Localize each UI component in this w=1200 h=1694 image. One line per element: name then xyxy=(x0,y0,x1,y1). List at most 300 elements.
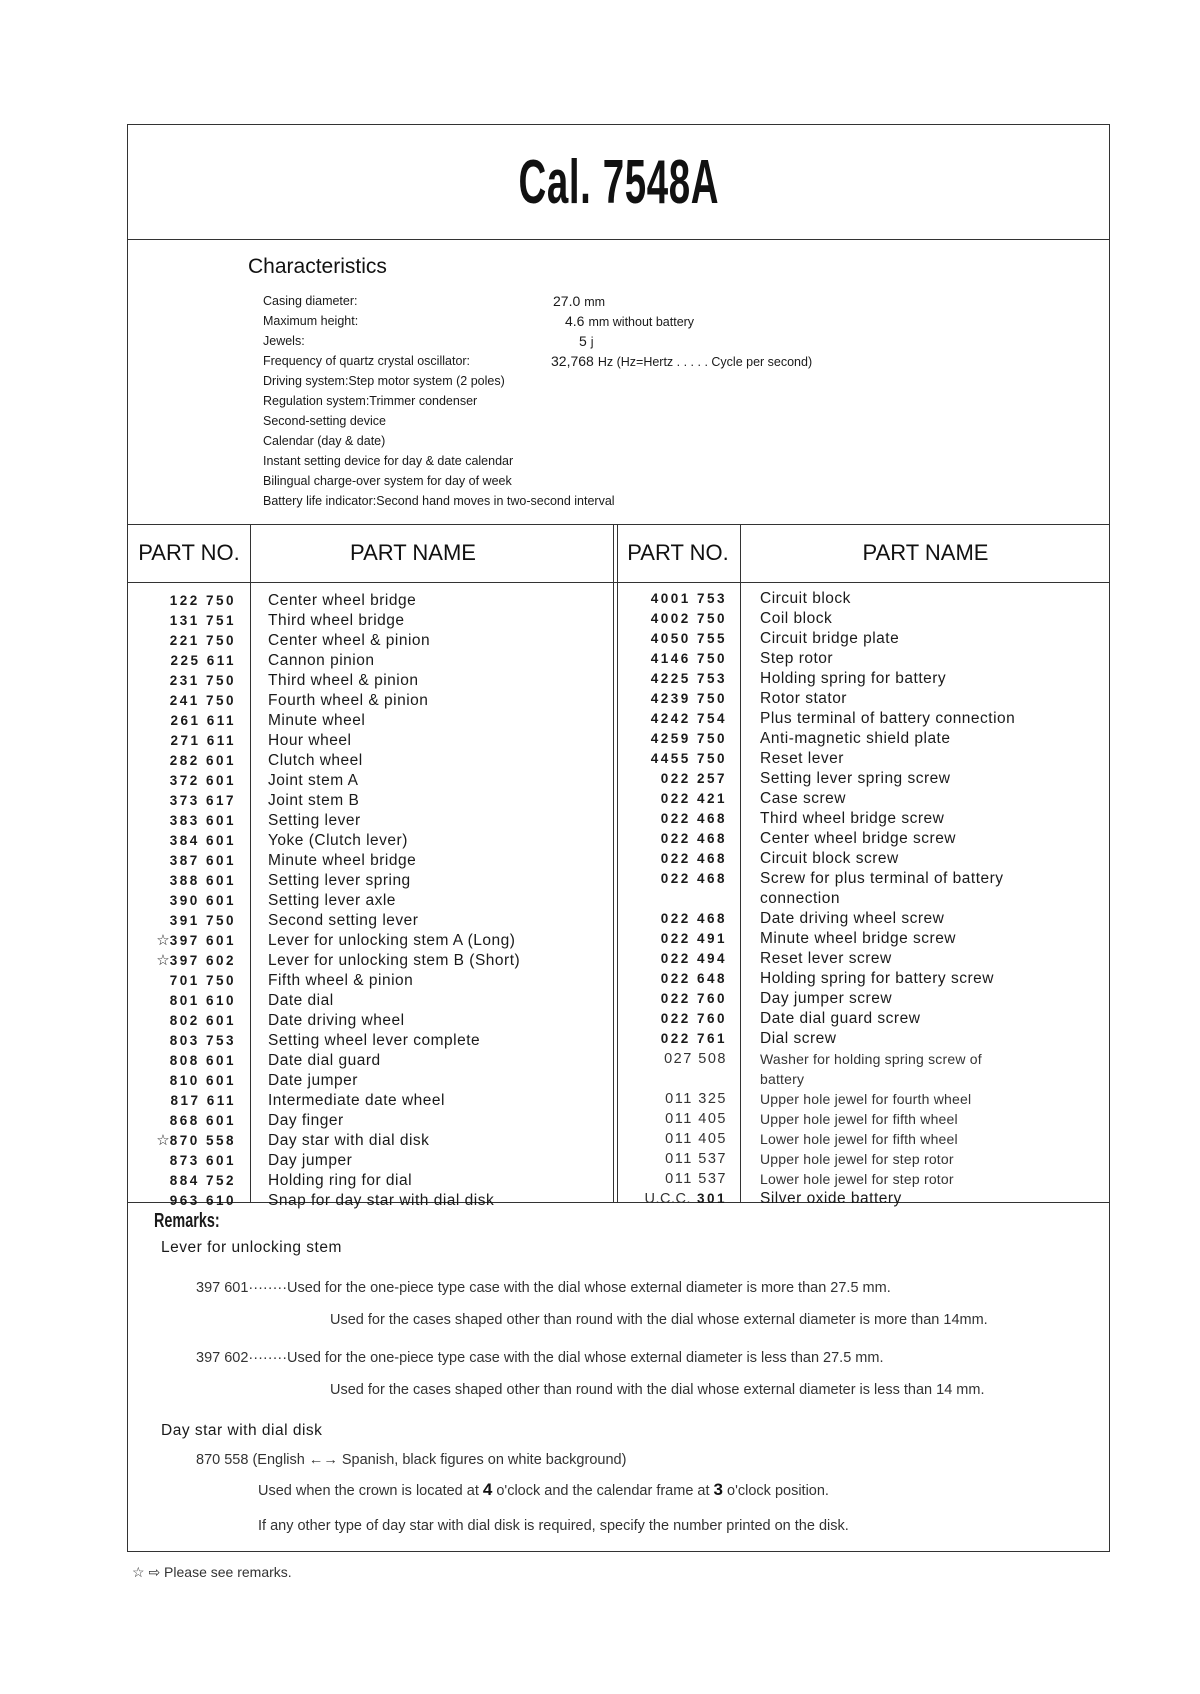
part-name: Holding spring for battery xyxy=(760,670,947,687)
part-number xyxy=(661,951,727,966)
part-name: Step rotor xyxy=(760,650,834,667)
part-number-cell xyxy=(617,589,727,609)
spec-unit: Hz (Hz=Hertz . . . . . Cycle per second) xyxy=(597,355,813,369)
part-number-cell xyxy=(128,811,236,831)
characteristics-heading: Characteristics xyxy=(248,255,387,278)
part-number-cell xyxy=(128,1171,236,1191)
part-name: Second setting lever xyxy=(268,912,419,929)
part-number-value: 022 468 xyxy=(660,811,727,826)
remark-part-number: 397 602 xyxy=(196,1350,249,1366)
feature-row: Second-setting device xyxy=(263,414,386,428)
part-number-cell xyxy=(128,711,236,731)
feature-row: Instant setting device for day & date calendar xyxy=(263,454,514,468)
part-number xyxy=(170,1153,236,1168)
part-number-value: 011 405 xyxy=(665,1111,727,1127)
part-number-cell xyxy=(617,929,727,949)
part-number-cell xyxy=(128,771,236,791)
part-name: Lower hole jewel for step rotor xyxy=(760,1171,954,1187)
part-number-value: 817 611 xyxy=(170,1093,236,1108)
part-number-cell xyxy=(128,1071,236,1091)
part-number-value: 022 494 xyxy=(660,951,727,966)
part-name: Date dial guard screw xyxy=(760,1010,921,1027)
part-number-value: 4050 755 xyxy=(650,631,727,646)
part-number xyxy=(661,791,727,806)
part-number-cell xyxy=(128,911,236,931)
part-number-cell xyxy=(617,669,727,689)
part-number-value: 271 611 xyxy=(170,733,236,748)
part-number-cell xyxy=(617,1129,727,1149)
part-name: Reset lever screw xyxy=(760,950,892,967)
part-number-cell xyxy=(617,1089,727,1109)
part-name: Washer for holding spring screw of xyxy=(760,1051,982,1067)
spec-label: Casing diameter: xyxy=(263,294,358,308)
part-number xyxy=(664,1051,727,1067)
part-number-cell xyxy=(128,1011,236,1031)
spec-unit: mm without battery xyxy=(588,315,695,329)
part-name: Cannon pinion xyxy=(268,652,375,669)
part-number xyxy=(651,591,727,606)
part-name: Screw for plus terminal of battery xyxy=(760,870,1004,887)
part-number xyxy=(661,811,727,826)
header-part-no-right: PART NO. xyxy=(627,540,729,565)
part-name: Minute wheel bridge screw xyxy=(760,930,957,947)
part-number-value: 397 602 xyxy=(169,953,236,968)
part-number xyxy=(170,753,236,768)
part-name: Lower hole jewel for fifth wheel xyxy=(760,1131,958,1147)
title-box xyxy=(128,125,1109,240)
part-number-cell xyxy=(128,891,236,911)
part-name: Holding ring for dial xyxy=(268,1172,413,1189)
part-number xyxy=(661,931,727,946)
part-name-continued: connection xyxy=(760,890,840,907)
part-number-value: 011 405 xyxy=(665,1131,727,1147)
part-number-cell xyxy=(128,951,236,971)
part-name: Center wheel & pinion xyxy=(268,632,431,649)
star-icon: ☆ xyxy=(156,932,170,949)
part-name: Center wheel bridge screw xyxy=(760,830,957,847)
part-name: Silver oxide battery xyxy=(760,1190,902,1207)
remark-text: o'clock position. xyxy=(723,1483,829,1499)
spec-value xyxy=(553,291,605,312)
part-name: Anti-magnetic shield plate xyxy=(760,730,951,747)
part-number-cell xyxy=(128,591,236,611)
part-name: Date driving wheel xyxy=(268,1012,405,1029)
part-number-value: 4239 750 xyxy=(650,691,727,706)
part-number-cell-empty xyxy=(617,1069,727,1089)
spec-value xyxy=(565,311,694,332)
part-number-value: 225 611 xyxy=(170,653,236,668)
part-number xyxy=(651,731,727,746)
spec-row xyxy=(263,331,615,351)
footnote: ☆ ⇨ Please see remarks. xyxy=(132,1564,292,1580)
part-number-value: 868 601 xyxy=(169,1113,236,1128)
part-name: Clutch wheel xyxy=(268,752,363,769)
spec-number: 4.6 xyxy=(565,313,585,329)
part-number-value: 022 761 xyxy=(660,1031,727,1046)
spec-row xyxy=(263,291,615,311)
part-number xyxy=(661,771,727,786)
part-number-value: 383 601 xyxy=(169,813,236,828)
feature-row: Driving system:Step motor system (2 poles) xyxy=(263,374,505,388)
remark-text: o'clock and the calendar frame at xyxy=(492,1483,714,1499)
remark-part-number: 397 601 xyxy=(196,1280,249,1296)
part-number-cell xyxy=(617,909,727,929)
part-number xyxy=(170,593,236,608)
header-part-name-left: PART NAME xyxy=(350,540,476,565)
part-number xyxy=(170,653,236,668)
part-number-value: 022 421 xyxy=(660,791,727,806)
remark-text: ········Used for the one-piece type case with the dial whose external diameter is more than 27.5 mm. xyxy=(248,1280,891,1296)
part-number-value: 701 750 xyxy=(169,973,236,988)
part-number-value: 803 753 xyxy=(169,1033,236,1048)
part-name: Plus terminal of battery connection xyxy=(760,710,1016,727)
part-number-cell xyxy=(617,629,727,649)
part-number-value: 810 601 xyxy=(169,1073,236,1088)
part-number xyxy=(170,1053,236,1068)
left-part-names xyxy=(268,591,520,1211)
part-number-cell xyxy=(617,849,727,869)
part-number-cell xyxy=(617,1109,727,1129)
part-number-value: 808 601 xyxy=(169,1053,236,1068)
spec-number: 5 xyxy=(579,333,587,349)
part-number xyxy=(170,853,236,868)
part-name: Upper hole jewel for fourth wheel xyxy=(760,1091,972,1107)
part-number-cell xyxy=(128,831,236,851)
part-number-value: 873 601 xyxy=(169,1153,236,1168)
remark-daystar-part: 870 558 (English ←→ Spanish, black figures on white background) xyxy=(196,1452,627,1468)
feature-row: Calendar (day & date) xyxy=(263,434,386,448)
remark-lever-601 xyxy=(196,1280,891,1296)
part-number xyxy=(170,973,236,988)
spec-unit: j xyxy=(590,335,594,349)
part-number xyxy=(665,1091,727,1107)
part-name: Minute wheel bridge xyxy=(268,852,417,869)
part-number xyxy=(170,1173,236,1188)
part-number xyxy=(170,893,236,908)
part-number-cell xyxy=(128,791,236,811)
part-name: Upper hole jewel for step rotor xyxy=(760,1151,954,1167)
part-name: Hour wheel xyxy=(268,732,352,749)
part-number xyxy=(170,1013,236,1028)
part-number-cell xyxy=(128,671,236,691)
part-name: Day star with dial disk xyxy=(268,1132,430,1149)
part-number-value: 870 558 xyxy=(169,1133,236,1148)
part-number-value: 231 750 xyxy=(169,673,236,688)
part-name: Third wheel bridge screw xyxy=(760,810,945,827)
part-number xyxy=(661,871,727,886)
feature-row: Regulation system:Trimmer condenser xyxy=(263,394,478,408)
spec-value xyxy=(579,331,594,352)
part-name: Fourth wheel & pinion xyxy=(268,692,429,709)
part-name: Lever for unlocking stem B (Short) xyxy=(268,952,521,969)
part-number-value: 011 325 xyxy=(665,1091,727,1107)
part-number-value: 282 601 xyxy=(169,753,236,768)
part-number xyxy=(651,671,727,686)
characteristics-section xyxy=(128,239,1109,525)
part-number-value: 4259 750 xyxy=(650,731,727,746)
part-number-value: 131 751 xyxy=(169,613,236,628)
part-number-value: 122 750 xyxy=(169,593,236,608)
part-number-value: 4002 750 xyxy=(650,611,727,626)
part-number-cell-empty xyxy=(617,889,727,909)
remarks-daystar-heading: Day star with dial disk xyxy=(161,1422,323,1439)
part-number-cell xyxy=(617,1149,727,1169)
remark-lever-601-line2: Used for the cases shaped other than round with the dial whose external diameter is more than 14mm. xyxy=(330,1312,988,1328)
part-number xyxy=(170,1093,236,1108)
part-number-value: 241 750 xyxy=(169,693,236,708)
part-number-cell xyxy=(128,1131,236,1151)
part-name: Coil block xyxy=(760,610,833,627)
part-name: Upper hole jewel for fifth wheel xyxy=(760,1111,958,1127)
part-number-cell xyxy=(128,1051,236,1071)
part-name: Date driving wheel screw xyxy=(760,910,945,927)
part-number-cell xyxy=(617,1009,727,1029)
spec-label: Maximum height: xyxy=(263,314,359,328)
part-number-cell xyxy=(617,709,727,729)
part-number xyxy=(170,1113,236,1128)
part-name: Case screw xyxy=(760,790,846,807)
parts-table-header xyxy=(128,524,1109,583)
part-number-value: 388 601 xyxy=(169,873,236,888)
part-name: Rotor stator xyxy=(760,690,847,707)
part-number-cell xyxy=(617,689,727,709)
part-number-cell xyxy=(617,969,727,989)
part-number-prefix: U.C.C. xyxy=(644,1191,691,1207)
part-number-value: 022 760 xyxy=(660,991,727,1006)
part-name: Date dial xyxy=(268,992,334,1009)
part-number xyxy=(651,751,727,766)
part-name: Setting lever spring screw xyxy=(760,770,951,787)
caliber-title: Cal. 7548A xyxy=(518,147,719,217)
part-number-cell xyxy=(617,809,727,829)
part-number-cell xyxy=(617,869,727,889)
part-number-value: 397 601 xyxy=(169,933,236,948)
part-number-value: 221 750 xyxy=(169,633,236,648)
part-name: Center wheel bridge xyxy=(268,592,417,609)
spec-number: 27.0 xyxy=(553,293,581,309)
part-number-cell xyxy=(128,1031,236,1051)
header-part-name-right: PART NAME xyxy=(862,540,989,565)
part-name: Circuit bridge plate xyxy=(760,630,900,647)
part-name: Third wheel & pinion xyxy=(268,672,419,689)
part-number-cell xyxy=(617,769,727,789)
part-number xyxy=(665,1171,727,1187)
right-part-names xyxy=(760,589,1015,1209)
spec-unit: mm xyxy=(584,295,606,309)
part-number xyxy=(170,693,236,708)
part-number xyxy=(651,651,727,666)
part-number xyxy=(665,1131,727,1147)
part-number xyxy=(170,633,236,648)
part-number-value: 022 468 xyxy=(660,911,727,926)
part-number xyxy=(170,773,236,788)
part-number-cell xyxy=(617,1049,727,1069)
part-number xyxy=(661,991,727,1006)
part-name: Dial screw xyxy=(760,1030,837,1047)
part-number xyxy=(661,851,727,866)
part-number xyxy=(170,733,236,748)
remark-lever-602-line2: Used for the cases shaped other than round with the dial whose external diameter is less than 14 mm. xyxy=(330,1382,985,1398)
part-name: Yoke (Clutch lever) xyxy=(268,832,408,849)
characteristics-list xyxy=(263,291,813,511)
part-number-value: 372 601 xyxy=(169,773,236,788)
part-number xyxy=(170,913,236,928)
part-number xyxy=(661,831,727,846)
part-number-cell xyxy=(617,949,727,969)
part-number-value: 884 752 xyxy=(169,1173,236,1188)
part-number xyxy=(665,1151,727,1167)
part-number xyxy=(156,933,236,948)
part-number-cell xyxy=(128,1151,236,1171)
part-number-cell xyxy=(128,751,236,771)
calendar-position: 3 xyxy=(713,1480,724,1499)
part-number-cell xyxy=(128,651,236,671)
part-number xyxy=(170,713,236,728)
part-number xyxy=(651,631,727,646)
part-number-value: 022 468 xyxy=(660,851,727,866)
part-number xyxy=(651,611,727,626)
part-number-cell xyxy=(617,829,727,849)
part-number xyxy=(170,833,236,848)
part-name: Fifth wheel & pinion xyxy=(268,972,414,989)
part-name: Setting lever axle xyxy=(268,892,396,909)
part-name: Reset lever xyxy=(760,750,844,767)
part-number xyxy=(170,1073,236,1088)
part-number-cell xyxy=(128,1111,236,1131)
part-number-value: 384 601 xyxy=(169,833,236,848)
part-number-cell xyxy=(617,789,727,809)
part-name: Intermediate date wheel xyxy=(268,1092,445,1109)
part-name: Lever for unlocking stem A (Long) xyxy=(268,932,516,949)
spec-label: Jewels: xyxy=(263,334,305,348)
part-name: Third wheel bridge xyxy=(268,612,405,629)
part-number-cell xyxy=(128,931,236,951)
part-number xyxy=(651,691,727,706)
part-number xyxy=(661,971,727,986)
part-number-cell xyxy=(128,851,236,871)
part-number-value: 022 648 xyxy=(660,971,727,986)
parts-table-body xyxy=(128,582,1109,1209)
part-number-value: 4242 754 xyxy=(650,711,727,726)
part-number xyxy=(661,1031,727,1046)
part-number-cell xyxy=(128,1091,236,1111)
part-number-cell xyxy=(128,871,236,891)
part-number-cell xyxy=(617,609,727,629)
part-number-cell xyxy=(128,691,236,711)
part-name: Holding spring for battery screw xyxy=(760,970,994,987)
part-number-cell xyxy=(128,971,236,991)
part-name-continued: battery xyxy=(760,1071,805,1087)
header-part-no-left: PART NO. xyxy=(138,540,240,565)
parts-sheet xyxy=(127,124,1110,1552)
part-name: Setting wheel lever complete xyxy=(268,1032,481,1049)
part-name: Day finger xyxy=(268,1112,344,1129)
part-number xyxy=(170,1033,236,1048)
spec-number: 32,768 xyxy=(551,353,594,369)
part-name: Date dial guard xyxy=(268,1052,381,1069)
part-number xyxy=(170,873,236,888)
remark-lever-602 xyxy=(196,1350,883,1366)
remark-daystar-usage xyxy=(258,1480,829,1500)
remark-text: Used when the crown is located at xyxy=(258,1483,483,1499)
part-number-cell xyxy=(617,729,727,749)
part-number xyxy=(665,1111,727,1127)
part-number-value: 963 610 xyxy=(169,1193,236,1208)
part-number-value: 801 610 xyxy=(169,993,236,1008)
remarks-title: Remarks: xyxy=(154,1210,220,1232)
part-name: Circuit block screw xyxy=(760,850,899,867)
part-name: Minute wheel xyxy=(268,712,366,729)
remark-daystar-note: If any other type of day star with dial disk is required, specify the number printed on the disk. xyxy=(258,1518,849,1534)
part-number-cell xyxy=(617,989,727,1009)
star-icon: ☆ xyxy=(156,1132,170,1149)
part-number-value: 301 xyxy=(696,1191,727,1206)
part-name: Date jumper xyxy=(268,1072,358,1089)
part-number-value: 4001 753 xyxy=(650,591,727,606)
part-number-value: 4146 750 xyxy=(650,651,727,666)
part-number xyxy=(170,993,236,1008)
part-name: Day jumper screw xyxy=(760,990,893,1007)
part-number-value: 022 257 xyxy=(660,771,727,786)
spec-row xyxy=(263,311,695,331)
part-name: Joint stem B xyxy=(268,792,360,809)
part-name: Setting lever spring xyxy=(268,872,411,889)
part-number-cell xyxy=(128,991,236,1011)
part-number-value: 022 760 xyxy=(660,1011,727,1026)
spec-row xyxy=(263,351,813,371)
part-number-cell xyxy=(617,649,727,669)
spec-value xyxy=(551,351,812,372)
spec-label: Frequency of quartz crystal oscillator: xyxy=(263,354,471,368)
part-number xyxy=(156,1133,236,1148)
part-number-value: 373 617 xyxy=(169,793,236,808)
part-name: Circuit block xyxy=(760,590,851,607)
part-number xyxy=(170,793,236,808)
part-name: Joint stem A xyxy=(268,772,359,789)
part-number-value: 391 750 xyxy=(169,913,236,928)
feature-row: Battery life indicator:Second hand moves in two-second interval xyxy=(263,494,615,508)
feature-row: Bilingual charge-over system for day of week xyxy=(263,474,512,488)
part-number-value: 011 537 xyxy=(665,1151,727,1167)
part-number xyxy=(156,953,236,968)
part-name: Setting lever xyxy=(268,812,361,829)
part-number-value: 4225 753 xyxy=(650,671,727,686)
part-number-value: 802 601 xyxy=(169,1013,236,1028)
part-number-cell xyxy=(617,1169,727,1189)
part-number-value: 022 468 xyxy=(660,831,727,846)
part-name: Day jumper xyxy=(268,1152,353,1169)
part-number-cell xyxy=(617,749,727,769)
part-number-value: 022 491 xyxy=(660,931,727,946)
remarks-lever-heading: Lever for unlocking stem xyxy=(161,1239,342,1256)
part-number xyxy=(661,1011,727,1026)
part-number-cell xyxy=(617,1029,727,1049)
right-part-numbers xyxy=(617,589,727,1209)
part-number-value: 390 601 xyxy=(169,893,236,908)
part-number-cell xyxy=(128,611,236,631)
part-number xyxy=(170,613,236,628)
remark-text: ········Used for the one-piece type case with the dial whose external diameter is less than 27.5 mm. xyxy=(248,1350,884,1366)
part-number xyxy=(170,673,236,688)
part-number-value: 261 611 xyxy=(170,713,236,728)
part-number xyxy=(651,711,727,726)
part-number-value: 027 508 xyxy=(664,1051,727,1067)
part-number-cell xyxy=(128,731,236,751)
part-number xyxy=(661,911,727,926)
left-part-numbers xyxy=(128,591,236,1211)
part-number-value: 022 468 xyxy=(660,871,727,886)
part-number-cell xyxy=(128,631,236,651)
